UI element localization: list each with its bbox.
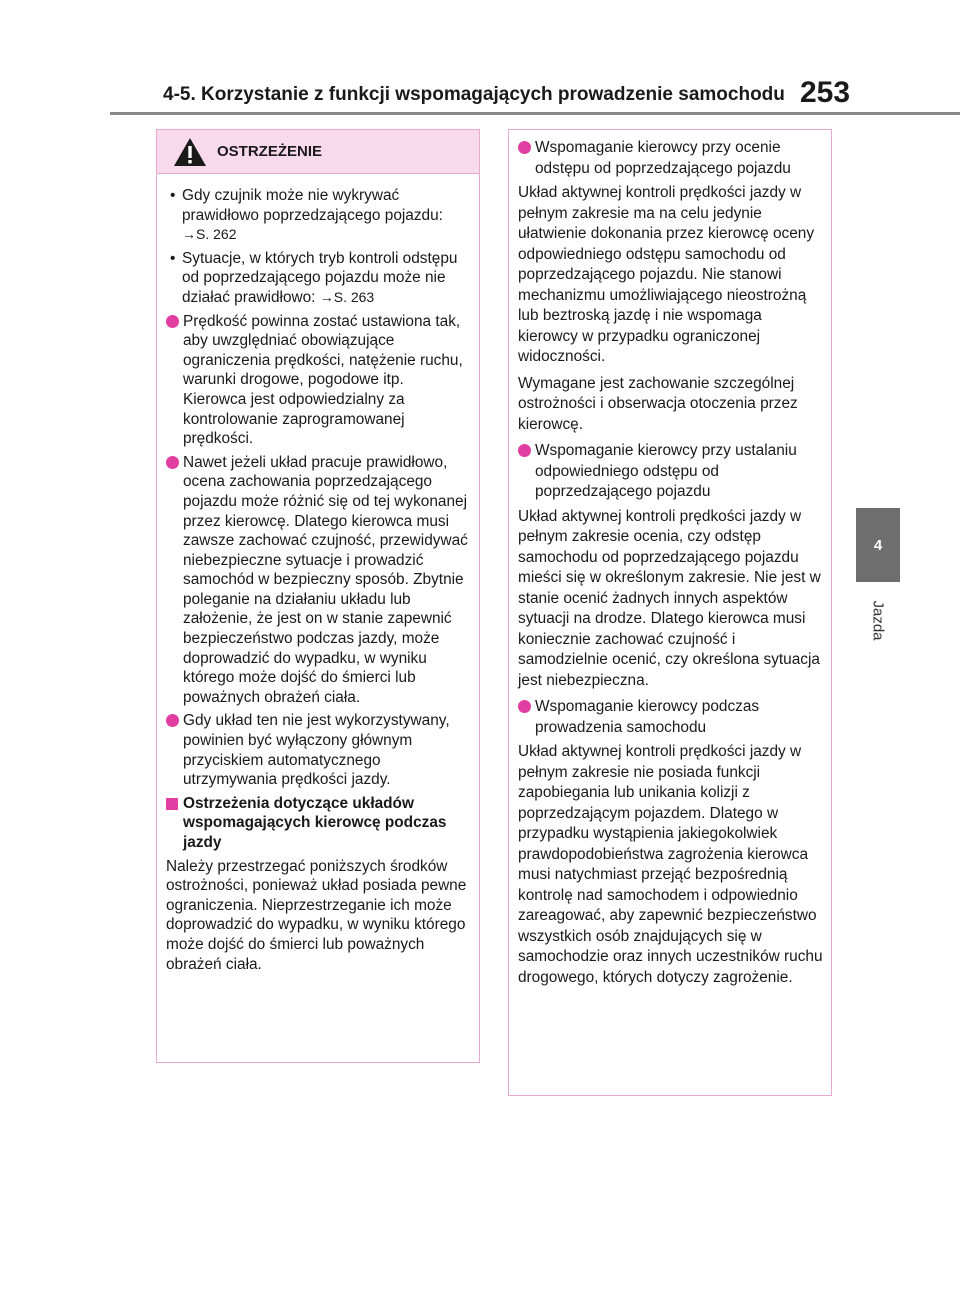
circle-bullet-icon (166, 714, 179, 727)
warning-item (518, 441, 823, 503)
list-item (166, 249, 471, 308)
warning-item (166, 711, 471, 789)
list-item-text: Gdy czujnik może nie wykrywać prawidłowo poprzedzającego pojazdu: (182, 187, 443, 224)
warning-header (157, 130, 479, 174)
circle-bullet-icon (166, 315, 179, 328)
page-number: 253 (800, 76, 851, 109)
bullet-dot-icon: • (170, 187, 176, 204)
warning-item (518, 697, 823, 738)
chapter-label-text: Jazda (869, 599, 887, 641)
bullet-dot-icon: • (170, 249, 176, 267)
warning-item (518, 138, 823, 179)
paragraph: Układ aktywnej kontroli prędkości jazdy w pełnym zakresie ma na celu jedynie ułatwienie dokonania przez kierowcę oceny odpowiedniego odstępu samochodu od poprzedzającego pojazdu. Nie stanowi mechanizmu umożliwiającego nieostrożną lub beztroską jazdę i nie wspomaga kierowcy w przypadku ograniczonej widoczności. (518, 184, 815, 365)
warning-item-text: Nawet jeżeli układ pracuje prawidłowo, ocena zachowania poprzedzającego pojazdu może różnić się od tej wykonanej przez kierowcę. Dlatego kierowca musi zawsze zachować czujność, przewidywać niebezpieczne sytuacje i prowadzić samochód w bezpieczny sposób. Zbytnie poleganie na działaniu układu lub założenie, że jest on w stanie zapewnić bezpieczeństwo podczas jazdy, może doprowadzić do wypadku, w wyniku którego może dojść do śmierci lub poważnych obrażeń ciała. (183, 453, 468, 706)
chapter-label (858, 590, 898, 650)
paragraph: Wymagane jest zachowanie szczególnej ostrożności i obserwacja otoczenia przez kierowcę. (518, 374, 798, 433)
warning-item (166, 312, 471, 449)
warning-box-continued (508, 129, 832, 1096)
section-title: 4-5. Korzystanie z funkcji wspomagających prowadzenie samochodu (163, 84, 785, 105)
warning-item (166, 453, 471, 708)
circle-bullet-icon (518, 141, 531, 154)
square-bullet-icon (166, 798, 178, 810)
list-item-text: Sytuacje, w których tryb kontroli odstępu od poprzedzającego pojazdu może nie działać prawidłowo: (182, 249, 458, 306)
paragraph: Układ aktywnej kontroli prędkości jazdy w pełnym zakresie nie posiada funkcji zapobiegania lub unikania kolizji z poprzedzającym pojazdem. Dlatego w przypadku wystąpienia jakiegokolwiek prawdopodobieństwa zagrożenia kierowca musi natychmiast przejąć bezpośrednią kontrolę nad samochodem i odpowiednio zareagować, aby zapewnić bezpieczeństwo wszystkich osób znajdujących się w samochodzie oraz innych uczestników ruchu drogowego, których dotyczy zagrożenie. (518, 743, 823, 986)
warning-item-heading: Wspomaganie kierowcy przy ocenie odstępu od poprzedzającego pojazdu (535, 139, 791, 177)
warning-item-text: Prędkość powinna zostać ustawiona tak, aby uwzględniać obowiązujące ograniczenia prędkości, natężenie ruchu, warunki drogowe, pogodowe itp. Kierowca jest odpowiedzialny za kontrolowanie zaprogramowanej prędkości. (183, 312, 463, 448)
paragraph: Układ aktywnej kontroli prędkości jazdy w pełnym zakresie ocenia, czy odstęp samochodu od poprzedzającego pojazdu mieści się w określonym zakresie. Nie jest w stanie ocenić żadnych innych aspektów sytuacji na drodze. Dlatego kierowca musi koniecznie zachować czujność i samodzielnie ocenić, czy określona sytuacja jest niebezpieczna. (518, 507, 821, 689)
chapter-number: 4 (873, 536, 883, 554)
warning-item-heading: Wspomaganie kierowcy przy ustalaniu odpowiedniego odstępu od poprzedzającego pojazdu (535, 442, 797, 500)
section-heading-text: Ostrzeżenia dotyczące układów wspomagających kierowcę podczas jazdy (183, 794, 447, 851)
section-paragraph: Należy przestrzegać poniższych środków ostrożności, ponieważ układ posiada pewne ograniczenia. Nieprzestrzeganie ich może doprowadzić do wypadku, w wyniku którego może dojść do śmierci lub poważnych obrażeń ciała. (166, 857, 467, 973)
circle-bullet-icon (166, 456, 179, 469)
warning-box (156, 129, 480, 1063)
warning-title: OSTRZEŻENIE (217, 143, 323, 160)
circle-bullet-icon (518, 444, 531, 457)
section-heading (166, 794, 471, 853)
header-divider (110, 112, 960, 115)
list-item (166, 186, 471, 245)
page-header (0, 0, 960, 118)
page-reference: →S. 262 (182, 226, 237, 243)
warning-content (157, 174, 479, 974)
warning-item-heading: Wspomaganie kierowcy podczas prowadzenia samochodu (535, 698, 760, 736)
page-reference: →S. 263 (319, 288, 375, 305)
warning-triangle-icon (173, 137, 207, 167)
circle-bullet-icon (518, 700, 531, 713)
chapter-tab (856, 508, 900, 582)
warning-item-text: Gdy układ ten nie jest wykorzystywany, powinien być wyłączony głównym przyciskiem automatycznego utrzymywania prędkości jazdy. (183, 712, 450, 789)
warning-content-continued (509, 130, 831, 988)
